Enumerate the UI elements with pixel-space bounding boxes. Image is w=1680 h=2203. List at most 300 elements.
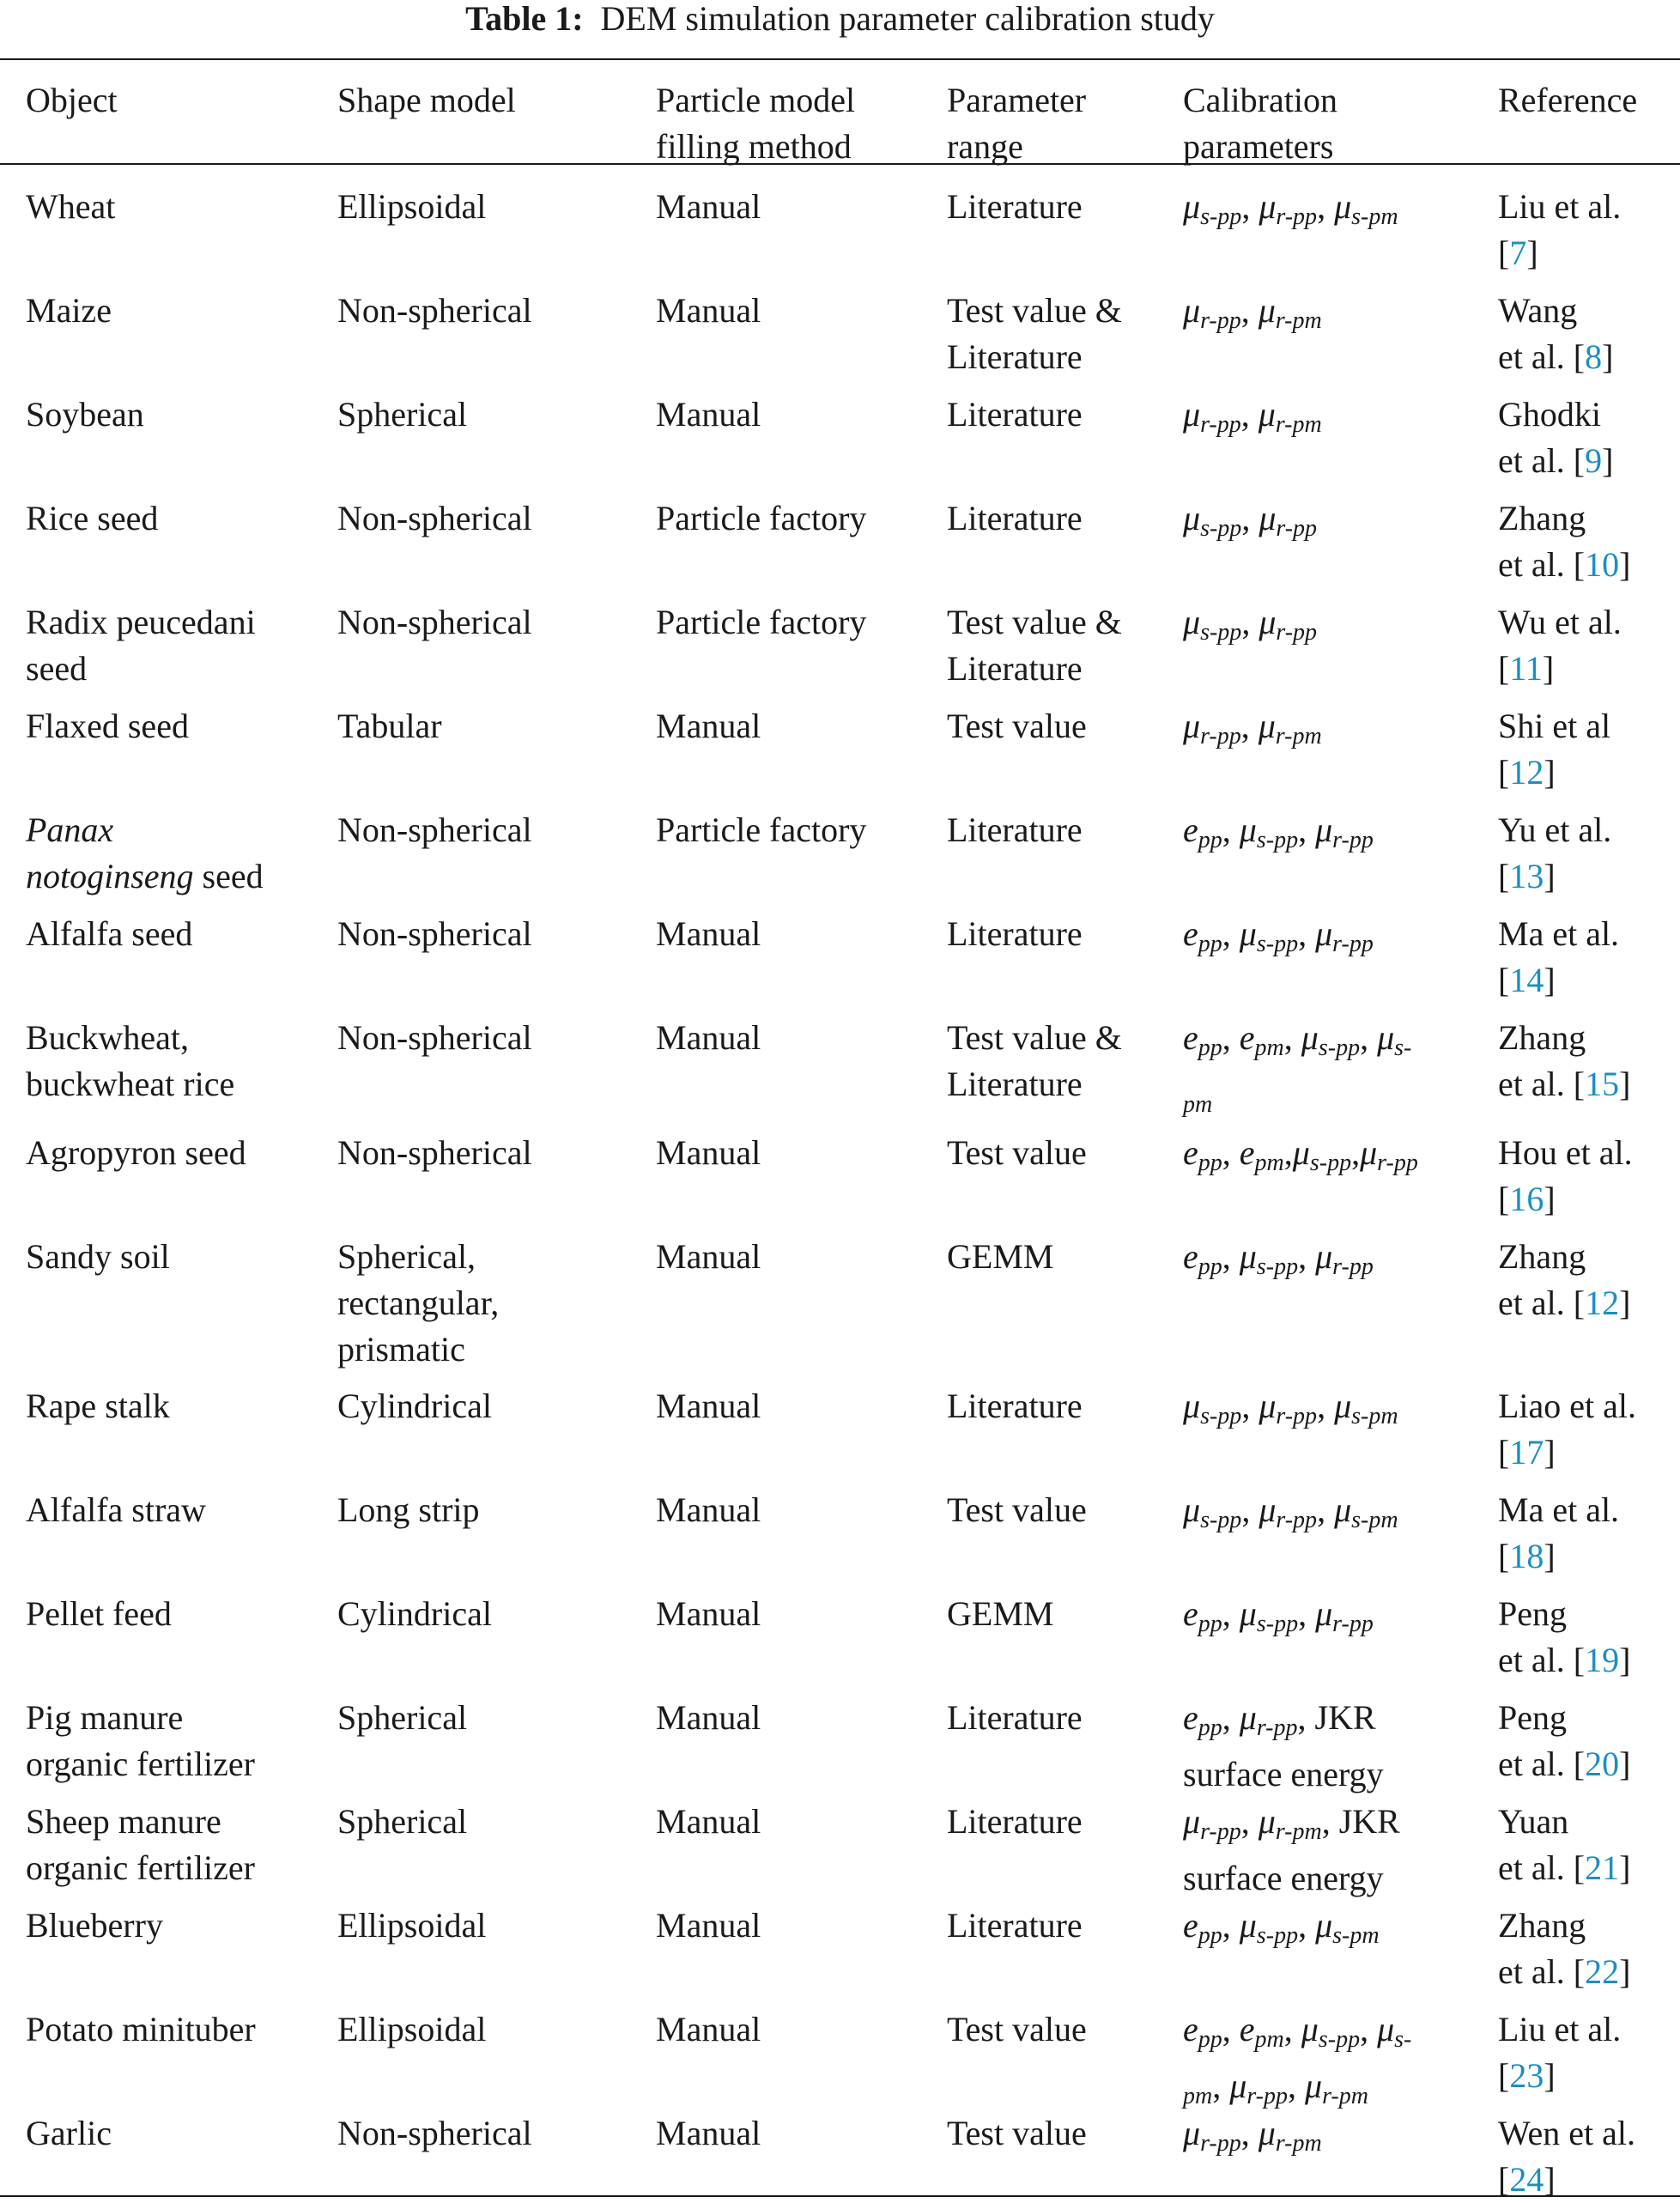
symbol-subscript: pp — [1198, 1035, 1222, 1061]
cell-filling-method — [656, 911, 939, 957]
object-line — [26, 1234, 318, 1280]
reference-citation-link[interactable]: 17 — [1509, 1433, 1544, 1472]
symbol-base: μ — [1301, 2010, 1319, 2048]
cell-filling-method — [656, 2006, 939, 2053]
cell-reference — [1498, 184, 1674, 276]
parameters-line — [1183, 1015, 1479, 1071]
symbol-base: μ — [1183, 499, 1201, 537]
parameters-line — [1183, 1855, 1479, 1902]
symbol-subscript: pp — [1198, 827, 1222, 853]
cell-calibration-parameters — [1183, 2110, 1479, 2167]
cell-parameter-range-line: Literature — [947, 914, 1083, 953]
header-calibration-parameters — [1183, 77, 1479, 170]
cell-object — [26, 1695, 318, 1787]
object-line — [26, 1130, 318, 1176]
reference-text: [ — [1498, 649, 1510, 688]
parameters-separator: , — [1222, 1018, 1240, 1057]
reference-line — [1498, 1949, 1674, 1995]
symbol-base: μ — [1258, 1387, 1277, 1425]
reference-citation-link[interactable]: 21 — [1585, 1848, 1620, 1887]
reference-line — [1498, 957, 1674, 1004]
parameters-separator: , — [1317, 187, 1335, 226]
symbol-base: e — [1183, 2010, 1198, 2048]
reference-line — [1498, 230, 1674, 276]
symbol-base: μ — [1301, 1018, 1319, 1057]
reference-citation-link[interactable]: 16 — [1509, 1180, 1544, 1218]
cell-object — [26, 2110, 318, 2157]
parameter-symbol — [1292, 1133, 1352, 1176]
reference-line — [1498, 1695, 1674, 1741]
parameter-symbol — [1239, 1237, 1299, 1280]
parameter-symbol — [1258, 187, 1318, 230]
cell-parameter-range — [947, 2006, 1179, 2053]
symbol-subscript: pp — [1198, 1150, 1222, 1176]
parameter-symbol — [1183, 707, 1241, 750]
cell-filling-method-line: Particle factory — [656, 603, 867, 641]
reference-bracket: ] — [1544, 2056, 1556, 2095]
symbol-base: μ — [1315, 1237, 1333, 1276]
cell-shape-model-line: Ellipsoidal — [337, 2010, 487, 2048]
cell-shape-model-line: Spherical — [337, 1802, 468, 1841]
parameters-line — [1183, 599, 1479, 656]
parameters-line — [1183, 1591, 1479, 1648]
object-line — [26, 288, 318, 334]
reference-citation-link[interactable]: 10 — [1585, 545, 1620, 584]
symbol-subscript: s-pp — [1200, 1403, 1242, 1429]
cell-calibration-parameters — [1183, 807, 1479, 864]
cell-reference — [1498, 2110, 1674, 2203]
cell-parameter-range — [947, 1591, 1179, 1637]
symbol-subscript: s-pp — [1309, 1150, 1352, 1176]
parameters-separator: surface energy — [1183, 1755, 1384, 1793]
reference-bracket: ] — [1544, 2160, 1556, 2199]
object-line — [26, 495, 318, 542]
reference-text: [ — [1498, 234, 1510, 272]
symbol-base: μ — [1183, 1490, 1201, 1529]
parameter-symbol — [1183, 1594, 1222, 1637]
symbol-base: μ — [1315, 1594, 1333, 1633]
cell-filling-method — [656, 288, 939, 334]
parameters-separator: , — [1240, 2114, 1258, 2152]
parameter-symbol — [1315, 1237, 1374, 1280]
cell-object — [26, 391, 318, 438]
cell-object — [26, 1383, 318, 1429]
symbol-base: e — [1183, 1698, 1198, 1737]
symbol-subscript: pp — [1198, 1253, 1222, 1280]
cell-filling-method — [656, 1799, 939, 1845]
symbol-subscript: s-pp — [1200, 1507, 1242, 1533]
symbol-subscript: r-pp — [1200, 411, 1241, 438]
cell-shape-model — [337, 184, 646, 230]
reference-citation-link[interactable]: 11 — [1509, 649, 1543, 688]
header-shape-model-line: Shape model — [337, 81, 516, 119]
parameter-symbol — [1239, 1018, 1284, 1061]
cell-parameter-range-line: Literature — [947, 1065, 1083, 1103]
reference-citation-link[interactable]: 15 — [1585, 1065, 1620, 1103]
cell-parameter-range — [947, 184, 1179, 230]
cell-parameter-range — [947, 391, 1179, 438]
parameter-symbol — [1315, 1594, 1374, 1637]
object-line — [26, 1741, 318, 1787]
reference-line — [1498, 807, 1674, 853]
reference-citation-link[interactable]: 23 — [1509, 2056, 1544, 2095]
object-text: organic fertilizer — [26, 1745, 255, 1783]
header-shape-model — [337, 77, 646, 124]
cell-calibration-parameters — [1183, 1591, 1479, 1648]
parameter-symbol — [1334, 187, 1398, 230]
parameter-symbol — [1183, 291, 1241, 334]
reference-citation-link[interactable]: 12 — [1585, 1284, 1620, 1322]
table-caption-label: Table 1: — [465, 0, 584, 38]
symbol-subscript: pm — [1254, 2026, 1284, 2053]
cell-shape-model — [337, 391, 646, 438]
cell-calibration-parameters — [1183, 391, 1479, 448]
reference-line — [1498, 1176, 1674, 1223]
parameter-symbol — [1183, 2010, 1222, 2053]
symbol-base: μ — [1315, 810, 1333, 849]
reference-authors: Yu et al. — [1498, 810, 1612, 849]
parameters-line — [1183, 2006, 1479, 2063]
symbol-base: e — [1183, 1237, 1198, 1276]
cell-filling-method — [656, 1591, 939, 1637]
parameters-line — [1183, 1695, 1479, 1751]
cell-parameter-range-line: GEMM — [947, 1237, 1054, 1276]
object-text: Buckwheat, — [26, 1018, 189, 1057]
cell-reference — [1498, 911, 1674, 1004]
cell-object — [26, 911, 318, 957]
parameter-symbol — [1301, 1018, 1361, 1061]
reference-line — [1498, 1061, 1674, 1108]
reference-authors: Peng — [1498, 1698, 1567, 1737]
symbol-base: μ — [1258, 291, 1276, 330]
object-line — [26, 2006, 318, 2053]
cell-reference — [1498, 1695, 1674, 1787]
symbol-subscript: r-pm — [1275, 1818, 1322, 1845]
symbol-base: μ — [1334, 187, 1352, 226]
reference-bracket: ] — [1544, 961, 1556, 999]
cell-filling-method-line: Manual — [656, 1237, 761, 1276]
object-text: Garlic — [26, 2114, 112, 2152]
parameter-symbol — [1239, 1594, 1299, 1637]
parameters-separator: , — [1241, 1490, 1259, 1529]
cell-filling-method-line: Manual — [656, 291, 761, 330]
reference-text: et al. [ — [1498, 1284, 1586, 1322]
reference-authors: Zhang — [1498, 1237, 1586, 1276]
object-text: Soybean — [26, 395, 144, 434]
object-text: Sheep manure — [26, 1802, 221, 1841]
parameters-line — [1183, 2110, 1479, 2167]
symbol-subscript: pp — [1198, 931, 1222, 957]
reference-line — [1498, 911, 1674, 957]
reference-line — [1498, 1429, 1674, 1476]
cell-parameter-range-line: Literature — [947, 1906, 1083, 1945]
parameter-symbol — [1183, 810, 1222, 853]
cell-calibration-parameters — [1183, 495, 1479, 552]
symbol-subscript: s-pm — [1351, 203, 1398, 230]
cell-shape-model — [337, 599, 646, 646]
reference-bracket: ] — [1544, 1537, 1556, 1575]
parameters-line — [1183, 288, 1479, 344]
cell-parameter-range-line: Test value — [947, 707, 1087, 745]
parameters-separator: , — [1360, 1018, 1378, 1057]
object-text: organic fertilizer — [26, 1848, 255, 1887]
symbol-subscript: r-pp — [1276, 1403, 1318, 1429]
object-text: seed — [193, 857, 264, 895]
symbol-subscript: s-pp — [1200, 515, 1242, 542]
cell-shape-model — [337, 1383, 646, 1429]
cell-filling-method-line: Manual — [656, 1387, 761, 1425]
cell-filling-method-line: Manual — [656, 1802, 761, 1841]
symbol-base: μ — [1377, 1018, 1395, 1057]
cell-object — [26, 1487, 318, 1533]
reference-citation-link[interactable]: 9 — [1585, 441, 1603, 480]
parameters-line — [1183, 1751, 1479, 1798]
reference-citation-link[interactable]: 7 — [1509, 234, 1527, 272]
cell-shape-model — [337, 911, 646, 957]
parameters-line — [1183, 1130, 1479, 1186]
reference-bracket: ] — [1619, 1952, 1631, 1991]
cell-parameter-range — [947, 1487, 1179, 1533]
reference-citation-link[interactable]: 13 — [1509, 857, 1544, 895]
object-text: Potato minituber — [26, 2010, 256, 2048]
cell-shape-model — [337, 1487, 646, 1533]
cell-shape-model-line: Non-spherical — [337, 603, 532, 641]
parameters-line — [1183, 807, 1479, 864]
object-text: Radix peucedani — [26, 603, 256, 641]
object-text: seed — [26, 649, 88, 688]
reference-line — [1498, 184, 1674, 230]
parameter-symbol — [1301, 2010, 1361, 2053]
reference-line — [1498, 1234, 1674, 1280]
cell-filling-method — [656, 807, 939, 853]
reference-line — [1498, 438, 1674, 484]
symbol-subscript: pp — [1198, 1714, 1222, 1741]
cell-filling-method-line: Manual — [656, 914, 761, 953]
cell-parameter-range — [947, 2110, 1179, 2157]
reference-authors: Yuan — [1498, 1802, 1569, 1841]
symbol-base: μ — [1258, 1490, 1277, 1529]
symbol-base: μ — [1304, 2066, 1323, 2105]
symbol-subscript: r-pm — [1275, 307, 1322, 334]
parameters-separator: , — [1298, 1906, 1316, 1945]
parameters-separator: , — [1222, 2010, 1240, 2048]
parameter-symbol — [1183, 395, 1241, 438]
cell-shape-model — [337, 2110, 646, 2157]
cell-shape-model-line: Cylindrical — [337, 1387, 492, 1425]
reference-line — [1498, 2157, 1674, 2203]
reference-line — [1498, 1130, 1674, 1176]
cell-filling-method-line: Manual — [656, 1018, 761, 1057]
object-text: Pig manure — [26, 1698, 184, 1737]
parameter-symbol — [1239, 1133, 1284, 1176]
reference-authors: Liu et al. — [1498, 2010, 1622, 2048]
symbol-base: μ — [1239, 1594, 1257, 1633]
symbol-base: μ — [1183, 1387, 1201, 1425]
reference-line — [1498, 542, 1674, 588]
symbol-base: μ — [1183, 187, 1201, 226]
symbol-base: e — [1183, 1133, 1198, 1172]
parameters-separator: , — [1240, 291, 1258, 330]
symbol-subscript: s- — [1394, 2026, 1412, 2053]
cell-reference — [1498, 1015, 1674, 1108]
reference-authors: Liao et al. — [1498, 1387, 1637, 1425]
parameters-separator: , — [1240, 395, 1258, 434]
symbol-subscript: s-pp — [1318, 1035, 1361, 1061]
parameters-separator: surface energy — [1183, 1859, 1384, 1897]
reference-citation-link[interactable]: 8 — [1585, 337, 1603, 376]
cell-shape-model-line: Non-spherical — [337, 810, 532, 849]
parameters-separator: , — [1317, 1490, 1335, 1529]
reference-authors: Peng — [1498, 1594, 1567, 1633]
symbol-base: μ — [1377, 2010, 1395, 2048]
reference-text: et al. [ — [1498, 1641, 1586, 1679]
cell-filling-method — [656, 391, 939, 438]
symbol-base: μ — [1258, 499, 1277, 537]
symbol-base: e — [1183, 1018, 1198, 1057]
cell-parameter-range — [947, 807, 1179, 853]
reference-line — [1498, 334, 1674, 380]
parameters-line — [1183, 495, 1479, 552]
cell-shape-model-line: Tabular — [337, 707, 442, 745]
cell-parameter-range — [947, 703, 1179, 750]
cell-shape-model-line: Cylindrical — [337, 1594, 492, 1633]
cell-object — [26, 807, 318, 900]
parameter-symbol — [1258, 291, 1322, 334]
table-bottom-rule — [0, 2195, 1680, 2197]
cell-filling-method — [656, 1487, 939, 1533]
parameter-subscript-continuation — [1183, 1075, 1213, 1118]
cell-parameter-range — [947, 1130, 1179, 1176]
reference-line — [1498, 1383, 1674, 1429]
reference-bracket: ] — [1619, 1284, 1631, 1322]
parameter-symbol — [1183, 2114, 1241, 2157]
reference-text: et al. [ — [1498, 1952, 1586, 1991]
object-line — [26, 1061, 318, 1108]
parameters-line — [1183, 1071, 1479, 1128]
object-line — [26, 1591, 318, 1637]
parameters-separator: , — [1222, 1133, 1240, 1172]
cell-filling-method-line: Particle factory — [656, 499, 867, 537]
reference-citation-link[interactable]: 14 — [1509, 961, 1544, 999]
reference-line — [1498, 288, 1674, 334]
cell-reference — [1498, 1383, 1674, 1476]
parameter-symbol — [1258, 603, 1318, 646]
cell-shape-model-line: Spherical — [337, 395, 468, 434]
reference-line — [1498, 1845, 1674, 1891]
cell-filling-method — [656, 184, 939, 230]
cell-calibration-parameters — [1183, 1383, 1479, 1440]
cell-calibration-parameters — [1183, 599, 1479, 656]
parameter-symbol — [1183, 603, 1242, 646]
symbol-subscript: r-pp — [1200, 1818, 1241, 1845]
cell-object — [26, 1130, 318, 1176]
reference-citation-link[interactable]: 24 — [1509, 2160, 1544, 2199]
reference-citation-link[interactable]: 19 — [1585, 1641, 1620, 1679]
symbol-base: μ — [1183, 1802, 1201, 1841]
reference-citation-link[interactable]: 12 — [1509, 753, 1544, 792]
cell-reference — [1498, 807, 1674, 900]
symbol-subscript: pp — [1198, 1611, 1222, 1637]
cell-parameter-range-line: Test value & — [947, 1018, 1122, 1057]
reference-citation-link[interactable]: 20 — [1585, 1745, 1620, 1783]
cell-shape-model-line: Non-spherical — [337, 499, 532, 537]
cell-shape-model-line: Ellipsoidal — [337, 1906, 487, 1945]
cell-parameter-range-line: GEMM — [947, 1594, 1054, 1633]
symbol-subscript: pm — [1254, 1150, 1284, 1176]
cell-shape-model-line: Spherical — [337, 1698, 468, 1737]
object-line — [26, 184, 318, 230]
parameters-separator: , — [1287, 2066, 1305, 2105]
object-line — [26, 1383, 318, 1429]
reference-line — [1498, 1591, 1674, 1637]
object-text: Flaxed seed — [26, 707, 189, 745]
reference-authors: Zhang — [1498, 1018, 1586, 1057]
parameters-separator: , — [1222, 1698, 1240, 1737]
object-line — [26, 911, 318, 957]
cell-calibration-parameters — [1183, 1130, 1479, 1186]
cell-parameter-range-line: Literature — [947, 1698, 1083, 1737]
symbol-subscript: pm — [1183, 2083, 1213, 2109]
cell-parameter-range — [947, 1903, 1179, 1949]
reference-text: [ — [1498, 961, 1510, 999]
symbol-subscript: r-pm — [1322, 2083, 1368, 2109]
cell-filling-method — [656, 703, 939, 750]
reference-authors: Liu et al. — [1498, 187, 1622, 226]
parameter-symbol — [1315, 914, 1374, 957]
object-italic-text: notoginseng — [26, 857, 194, 895]
parameter-symbol — [1183, 1698, 1222, 1741]
cell-object — [26, 599, 318, 692]
header-filling-method-line: Particle model — [656, 81, 856, 119]
cell-reference — [1498, 1234, 1674, 1326]
cell-shape-model — [337, 288, 646, 334]
reference-line — [1498, 1799, 1674, 1845]
reference-text: et al. [ — [1498, 337, 1586, 376]
parameters-separator: , — [1241, 499, 1259, 537]
reference-citation-link[interactable]: 18 — [1509, 1537, 1544, 1575]
symbol-subscript: s-pp — [1318, 2026, 1361, 2053]
cell-parameter-range — [947, 288, 1179, 380]
cell-filling-method-line: Manual — [656, 1594, 761, 1633]
cell-reference — [1498, 495, 1674, 588]
reference-text: [ — [1498, 1180, 1510, 1218]
cell-parameter-range-line: Literature — [947, 337, 1083, 376]
parameters-separator: , — [1240, 707, 1258, 745]
cell-calibration-parameters — [1183, 911, 1479, 968]
cell-filling-method — [656, 1130, 939, 1176]
symbol-subscript: pm — [1254, 1035, 1284, 1061]
object-text: Maize — [26, 291, 112, 330]
reference-authors: Zhang — [1498, 1906, 1586, 1945]
reference-line — [1498, 1533, 1674, 1580]
cell-filling-method — [656, 1903, 939, 1949]
reference-line — [1498, 853, 1674, 900]
reference-line — [1498, 599, 1674, 646]
reference-authors: Shi et al — [1498, 707, 1611, 745]
symbol-base: μ — [1183, 707, 1201, 745]
cell-reference — [1498, 1487, 1674, 1580]
cell-filling-method — [656, 1383, 939, 1429]
parameters-separator: , — [1222, 1237, 1240, 1276]
cell-reference — [1498, 703, 1674, 796]
reference-citation-link[interactable]: 22 — [1585, 1952, 1620, 1991]
parameters-separator: , — [1222, 1594, 1240, 1633]
cell-parameter-range-line: Test value — [947, 1133, 1087, 1172]
header-calibration-parameters-line: Calibration — [1183, 81, 1337, 119]
reference-bracket: ] — [1544, 857, 1556, 895]
parameters-separator: , — [1317, 1387, 1335, 1425]
cell-shape-model — [337, 2006, 646, 2053]
